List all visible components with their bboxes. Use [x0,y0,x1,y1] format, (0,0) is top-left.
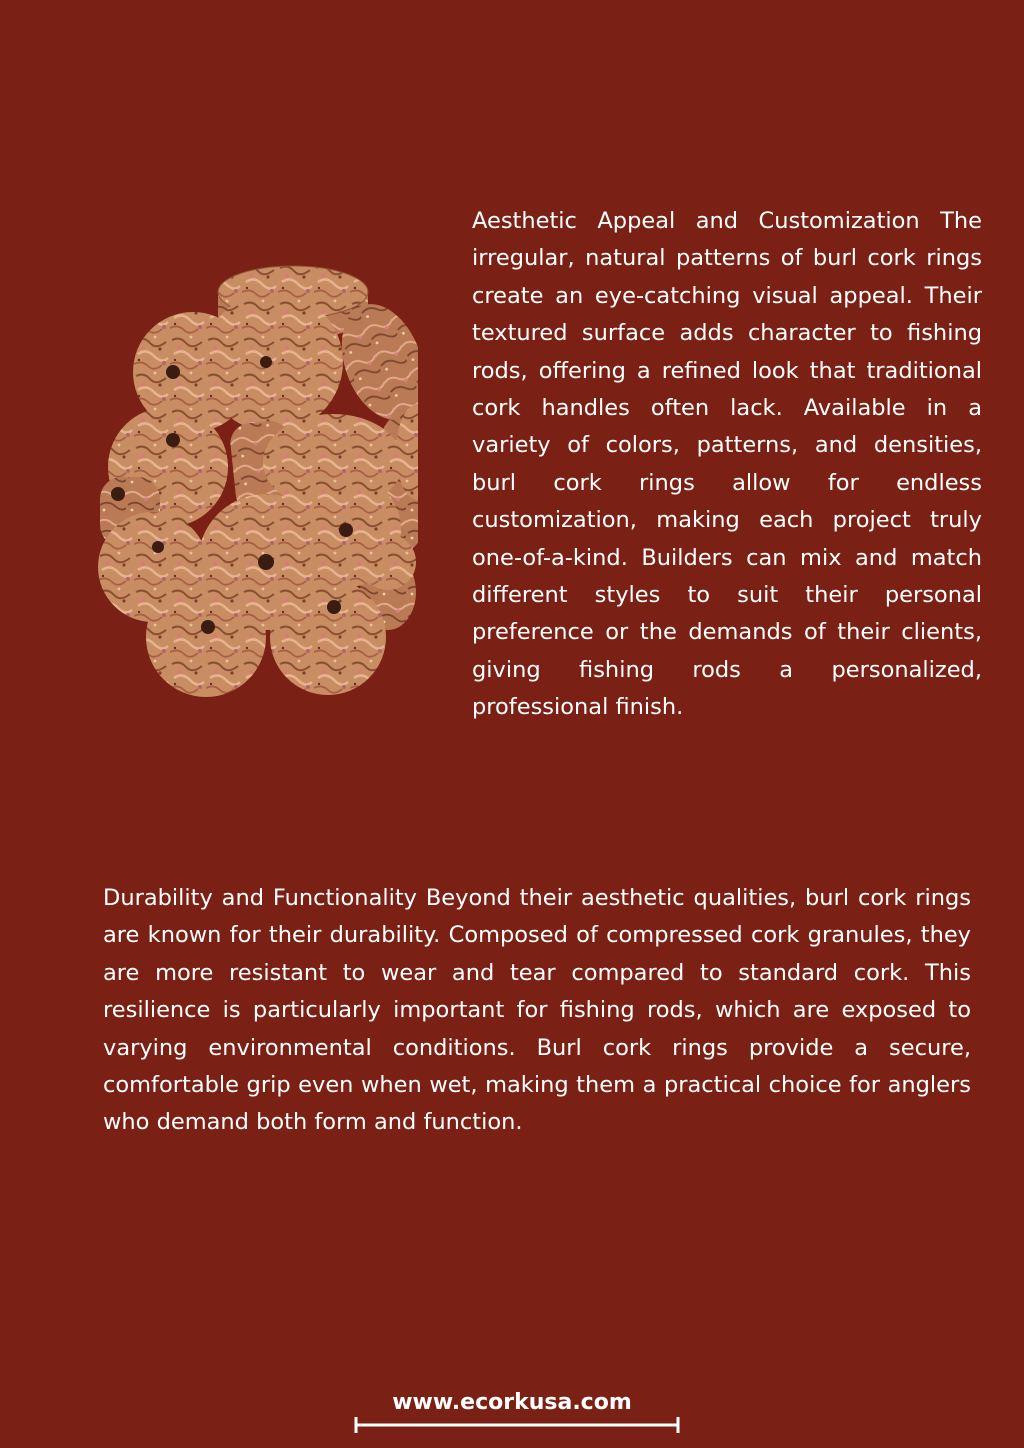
burl-cork-rings-image [98,262,418,702]
website-link[interactable]: www.ecorkusa.com [392,1390,632,1415]
durability-paragraph: Durability and Functionality Beyond their aesthetic qualities, burl cork rings are known for their durability. Composed of compressed cork granules, they are more resistant to wear and tear compared to standard cork. This resilience is particularly important for fishing rods, which are exposed to varying environmental conditions. Burl cork rings provide a secure, comfortable grip even when wet, making them a practical choice for anglers who demand both form and function. [103,885,971,1136]
aesthetic-appeal-paragraph: Aesthetic Appeal and Customization The irregular, natural patterns of burl cork rings create an eye-catching visual appeal. Their textured surface adds character to fishing rods, offering a refined look that traditional cork handles often lack. Available in a variety of colors, patterns, and densities, burl cork rings allow for endless customization, making each project truly one-of-a-kind. Builders can mix and match different styles to suit their personal preference or the demands of their clients, giving fishing rods a personalized, professional finish. [472,208,982,721]
footer-divider [354,1416,680,1434]
